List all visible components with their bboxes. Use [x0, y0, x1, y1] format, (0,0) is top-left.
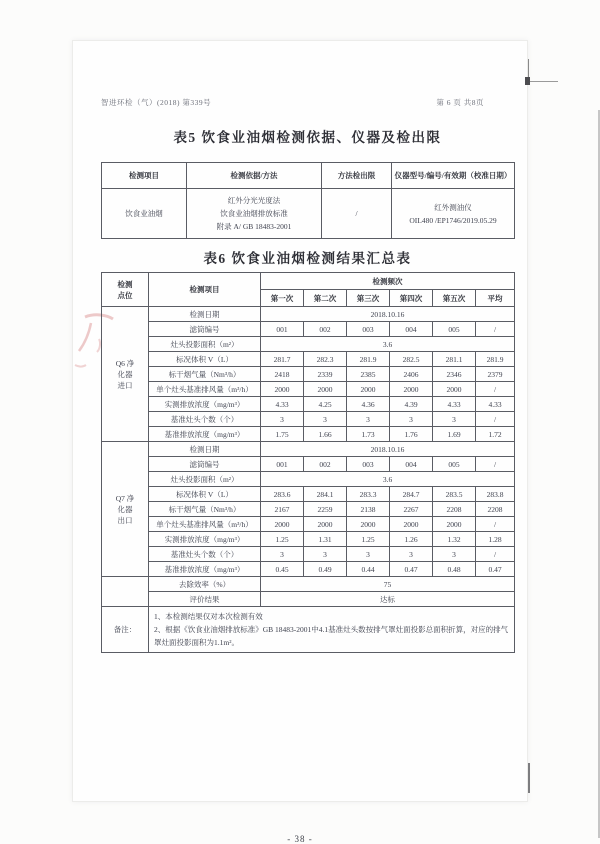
value-cell: 001 — [261, 457, 304, 472]
value-cell: 2406 — [390, 367, 433, 382]
remark-body — [149, 607, 515, 653]
value-cell-span: 达标 — [261, 592, 515, 607]
value-cell: 004 — [390, 457, 433, 472]
value-cell: 2000 — [261, 517, 304, 532]
value-cell: 283.8 — [476, 487, 515, 502]
value-cell: 1.28 — [476, 532, 515, 547]
table-row — [102, 367, 515, 382]
header-run-2: 第二次 — [304, 290, 347, 307]
point-label-line: 出口 — [117, 515, 133, 525]
value-cell: 002 — [304, 457, 347, 472]
page-content — [101, 97, 514, 653]
row-label: 滤筒编号 — [149, 457, 261, 472]
value-cell: 2138 — [347, 502, 390, 517]
value-cell: 1.75 — [261, 427, 304, 442]
value-cell: 4.36 — [347, 397, 390, 412]
value-cell: 281.9 — [347, 352, 390, 367]
value-cell: 0.48 — [433, 562, 476, 577]
value-cell: 2259 — [304, 502, 347, 517]
point-label-line: 进口 — [117, 380, 133, 390]
table5-header-row — [102, 163, 515, 189]
page-header — [101, 97, 514, 108]
row-label: 基准排放浓度（mg/m³） — [149, 562, 261, 577]
table-row — [102, 472, 515, 487]
value-cell: 2000 — [261, 382, 304, 397]
value-cell: 4.33 — [433, 397, 476, 412]
value-cell: 1.25 — [347, 532, 390, 547]
value-cell-span: 3.6 — [261, 337, 515, 352]
row-label: 基准灶头个数（个） — [149, 547, 261, 562]
value-cell: 1.72 — [476, 427, 515, 442]
row-label: 标况体积 V（L） — [149, 487, 261, 502]
value-cell: 1.73 — [347, 427, 390, 442]
instrument-cell — [392, 189, 515, 239]
value-cell: 281.7 — [261, 352, 304, 367]
header-item: 检测项目 — [149, 273, 261, 307]
value-cell: 2339 — [304, 367, 347, 382]
table-row — [102, 517, 515, 532]
value-cell: 1.31 — [304, 532, 347, 547]
value-cell: 004 — [390, 322, 433, 337]
value-cell: / — [476, 322, 515, 337]
row-label: 检测日期 — [149, 442, 261, 457]
value-cell: 1.26 — [390, 532, 433, 547]
value-cell-span: 3.6 — [261, 472, 515, 487]
method-line: 红外分光光度法 — [227, 196, 281, 205]
table-row — [102, 382, 515, 397]
table5-header-limit: 方法检出限 — [322, 163, 392, 189]
method-line: 附录 A/ GB 18483-2001 — [216, 222, 292, 231]
remark-label: 备注： — [102, 607, 149, 653]
value-cell: 2208 — [476, 502, 515, 517]
value-cell: 283.5 — [433, 487, 476, 502]
value-cell: / — [476, 382, 515, 397]
row-label: 滤筒编号 — [149, 322, 261, 337]
value-cell: 2418 — [261, 367, 304, 382]
value-cell: 1.66 — [304, 427, 347, 442]
header-point-line: 点位 — [117, 290, 133, 300]
value-cell: 281.1 — [433, 352, 476, 367]
point-label-line: Q6 净 — [115, 358, 135, 368]
value-cell: 284.1 — [304, 487, 347, 502]
table-row — [102, 352, 515, 367]
page-indicator: 第 6 页 共8页 — [436, 98, 484, 107]
value-cell: 2000 — [347, 382, 390, 397]
value-cell: / — [476, 412, 515, 427]
value-cell: 0.45 — [261, 562, 304, 577]
remark-row — [102, 607, 515, 653]
point-label — [102, 442, 149, 577]
instrument-line: OIL480 /EP1746/2019.05.29 — [409, 215, 497, 225]
value-cell: 4.33 — [261, 397, 304, 412]
value-cell: 0.47 — [476, 562, 515, 577]
table5 — [101, 162, 515, 239]
row-label: 灶头投影面积（m²） — [149, 472, 261, 487]
value-cell: 283.3 — [347, 487, 390, 502]
value-cell: 4.39 — [390, 397, 433, 412]
analyte-name: 饮食业油烟 — [102, 189, 187, 239]
value-cell: 1.32 — [433, 532, 476, 547]
value-cell: 2000 — [347, 517, 390, 532]
value-cell: 2167 — [261, 502, 304, 517]
value-cell: 1.25 — [261, 532, 304, 547]
table5-header-method: 检测依据/方法 — [187, 163, 322, 189]
summary-row — [102, 577, 515, 592]
value-cell: 2000 — [390, 382, 433, 397]
row-label: 去除效率（%） — [149, 577, 261, 592]
row-label: 实测排放浓度（mg/m³） — [149, 397, 261, 412]
table-row — [102, 502, 515, 517]
table-row — [102, 457, 515, 472]
header-frequency: 检测频次 — [261, 273, 515, 290]
table-row — [102, 562, 515, 577]
value-cell: 3 — [347, 412, 390, 427]
value-cell: 2267 — [390, 502, 433, 517]
remark-line: 1、本检测结果仅对本次检测有效 — [154, 612, 263, 621]
value-cell: 005 — [433, 457, 476, 472]
value-cell: 1.76 — [390, 427, 433, 442]
method-line: 饮食业油烟排放标准 — [220, 209, 288, 218]
table-row — [102, 532, 515, 547]
row-label: 标干烟气量（Nm³/h） — [149, 502, 261, 517]
method-cell — [187, 189, 322, 239]
value-cell: 0.49 — [304, 562, 347, 577]
table-row — [102, 487, 515, 502]
table-row — [102, 547, 515, 562]
value-cell: / — [476, 457, 515, 472]
instrument-line: 红外测油仪 — [434, 202, 472, 212]
value-cell: 2000 — [304, 382, 347, 397]
summary-row — [102, 592, 515, 607]
value-cell: 3 — [433, 412, 476, 427]
value-cell: 3 — [390, 412, 433, 427]
value-cell-span: 2018.10.16 — [261, 442, 515, 457]
row-label: 评价结果 — [149, 592, 261, 607]
value-cell: 2000 — [390, 517, 433, 532]
value-cell: 003 — [347, 322, 390, 337]
value-cell: 003 — [347, 457, 390, 472]
value-cell: 284.7 — [390, 487, 433, 502]
row-label: 基准灶头个数（个） — [149, 412, 261, 427]
table-row — [102, 412, 515, 427]
header-run-1: 第一次 — [261, 290, 304, 307]
header-point — [102, 273, 149, 307]
value-cell: 002 — [304, 322, 347, 337]
header-run-avg: 平均 — [476, 290, 515, 307]
value-cell: / — [476, 547, 515, 562]
value-cell: 3 — [261, 412, 304, 427]
value-cell: 3 — [433, 547, 476, 562]
row-label: 单个灶头基准排风量（m³/h） — [149, 382, 261, 397]
value-cell: 281.9 — [476, 352, 515, 367]
value-cell: 3 — [390, 547, 433, 562]
value-cell: 2379 — [476, 367, 515, 382]
table6-header-row-1 — [102, 273, 515, 290]
value-cell: 001 — [261, 322, 304, 337]
value-cell: 2208 — [433, 502, 476, 517]
table5-header-item: 检测项目 — [102, 163, 187, 189]
row-label: 灶头投影面积（m²） — [149, 337, 261, 352]
value-cell: 2346 — [433, 367, 476, 382]
value-cell-span: 2018.10.16 — [261, 307, 515, 322]
document-page — [72, 40, 528, 844]
page-number: - 38 - — [287, 834, 313, 844]
table5-header-instrument: 仪器型号/编号/有效期（校准日期） — [392, 163, 515, 189]
table6 — [101, 272, 515, 653]
value-cell: 2385 — [347, 367, 390, 382]
crop-mark-top-right-horizontal — [528, 81, 558, 82]
point-label-line: 化器 — [117, 369, 133, 379]
point-label-line: Q7 净 — [115, 493, 135, 503]
header-run-3: 第三次 — [347, 290, 390, 307]
point-label — [102, 307, 149, 442]
value-cell: 2000 — [304, 517, 347, 532]
header-run-5: 第五次 — [433, 290, 476, 307]
remark-line: 2、根据《饮食业油烟排放标准》GB 18483-2001中4.1基准灶头数按排气罩灶面投影总面积折算，对应的排气罩灶面投影面积为1.1m²。 — [154, 625, 509, 647]
value-cell: 4.33 — [476, 397, 515, 412]
header-point-line: 检测 — [117, 279, 133, 289]
value-cell: 3 — [304, 547, 347, 562]
table6-body — [102, 307, 515, 653]
value-cell: 0.44 — [347, 562, 390, 577]
value-cell-span: 75 — [261, 577, 515, 592]
crop-mark-bottom-right — [528, 763, 530, 793]
value-cell: 2000 — [433, 382, 476, 397]
point-label-line: 化器 — [117, 504, 133, 514]
row-label: 标况体积 V（L） — [149, 352, 261, 367]
table-row — [102, 307, 515, 322]
value-cell: 4.25 — [304, 397, 347, 412]
value-cell: / — [476, 517, 515, 532]
value-cell: 1.69 — [433, 427, 476, 442]
table6-title: 表6 饮食业油烟检测结果汇总表 — [203, 251, 412, 266]
table-row — [102, 442, 515, 457]
point-label-empty — [102, 577, 149, 607]
value-cell: 283.6 — [261, 487, 304, 502]
header-run-4: 第四次 — [390, 290, 433, 307]
value-cell: 3 — [261, 547, 304, 562]
value-cell: 2000 — [433, 517, 476, 532]
table-row — [102, 337, 515, 352]
table5-data-row — [102, 189, 515, 239]
crop-mark-top-right-blob — [525, 77, 530, 85]
value-cell: 3 — [347, 547, 390, 562]
row-label: 检测日期 — [149, 307, 261, 322]
table-row — [102, 427, 515, 442]
value-cell: 0.47 — [390, 562, 433, 577]
value-cell: 3 — [304, 412, 347, 427]
row-label: 实测排放浓度（mg/m³） — [149, 532, 261, 547]
row-label: 基准排放浓度（mg/m³） — [149, 427, 261, 442]
value-cell: 005 — [433, 322, 476, 337]
table-row — [102, 322, 515, 337]
table-row — [102, 397, 515, 412]
value-cell: 282.3 — [304, 352, 347, 367]
report-number: 智进环检（气）(2018) 第339号 — [101, 98, 212, 107]
row-label: 标干烟气量（Nm³/h） — [149, 367, 261, 382]
detection-limit: / — [322, 189, 392, 239]
table5-title: 表5 饮食业油烟检测依据、仪器及检出限 — [173, 130, 442, 145]
value-cell: 282.5 — [390, 352, 433, 367]
row-label: 单个灶头基准排风量（m³/h） — [149, 517, 261, 532]
